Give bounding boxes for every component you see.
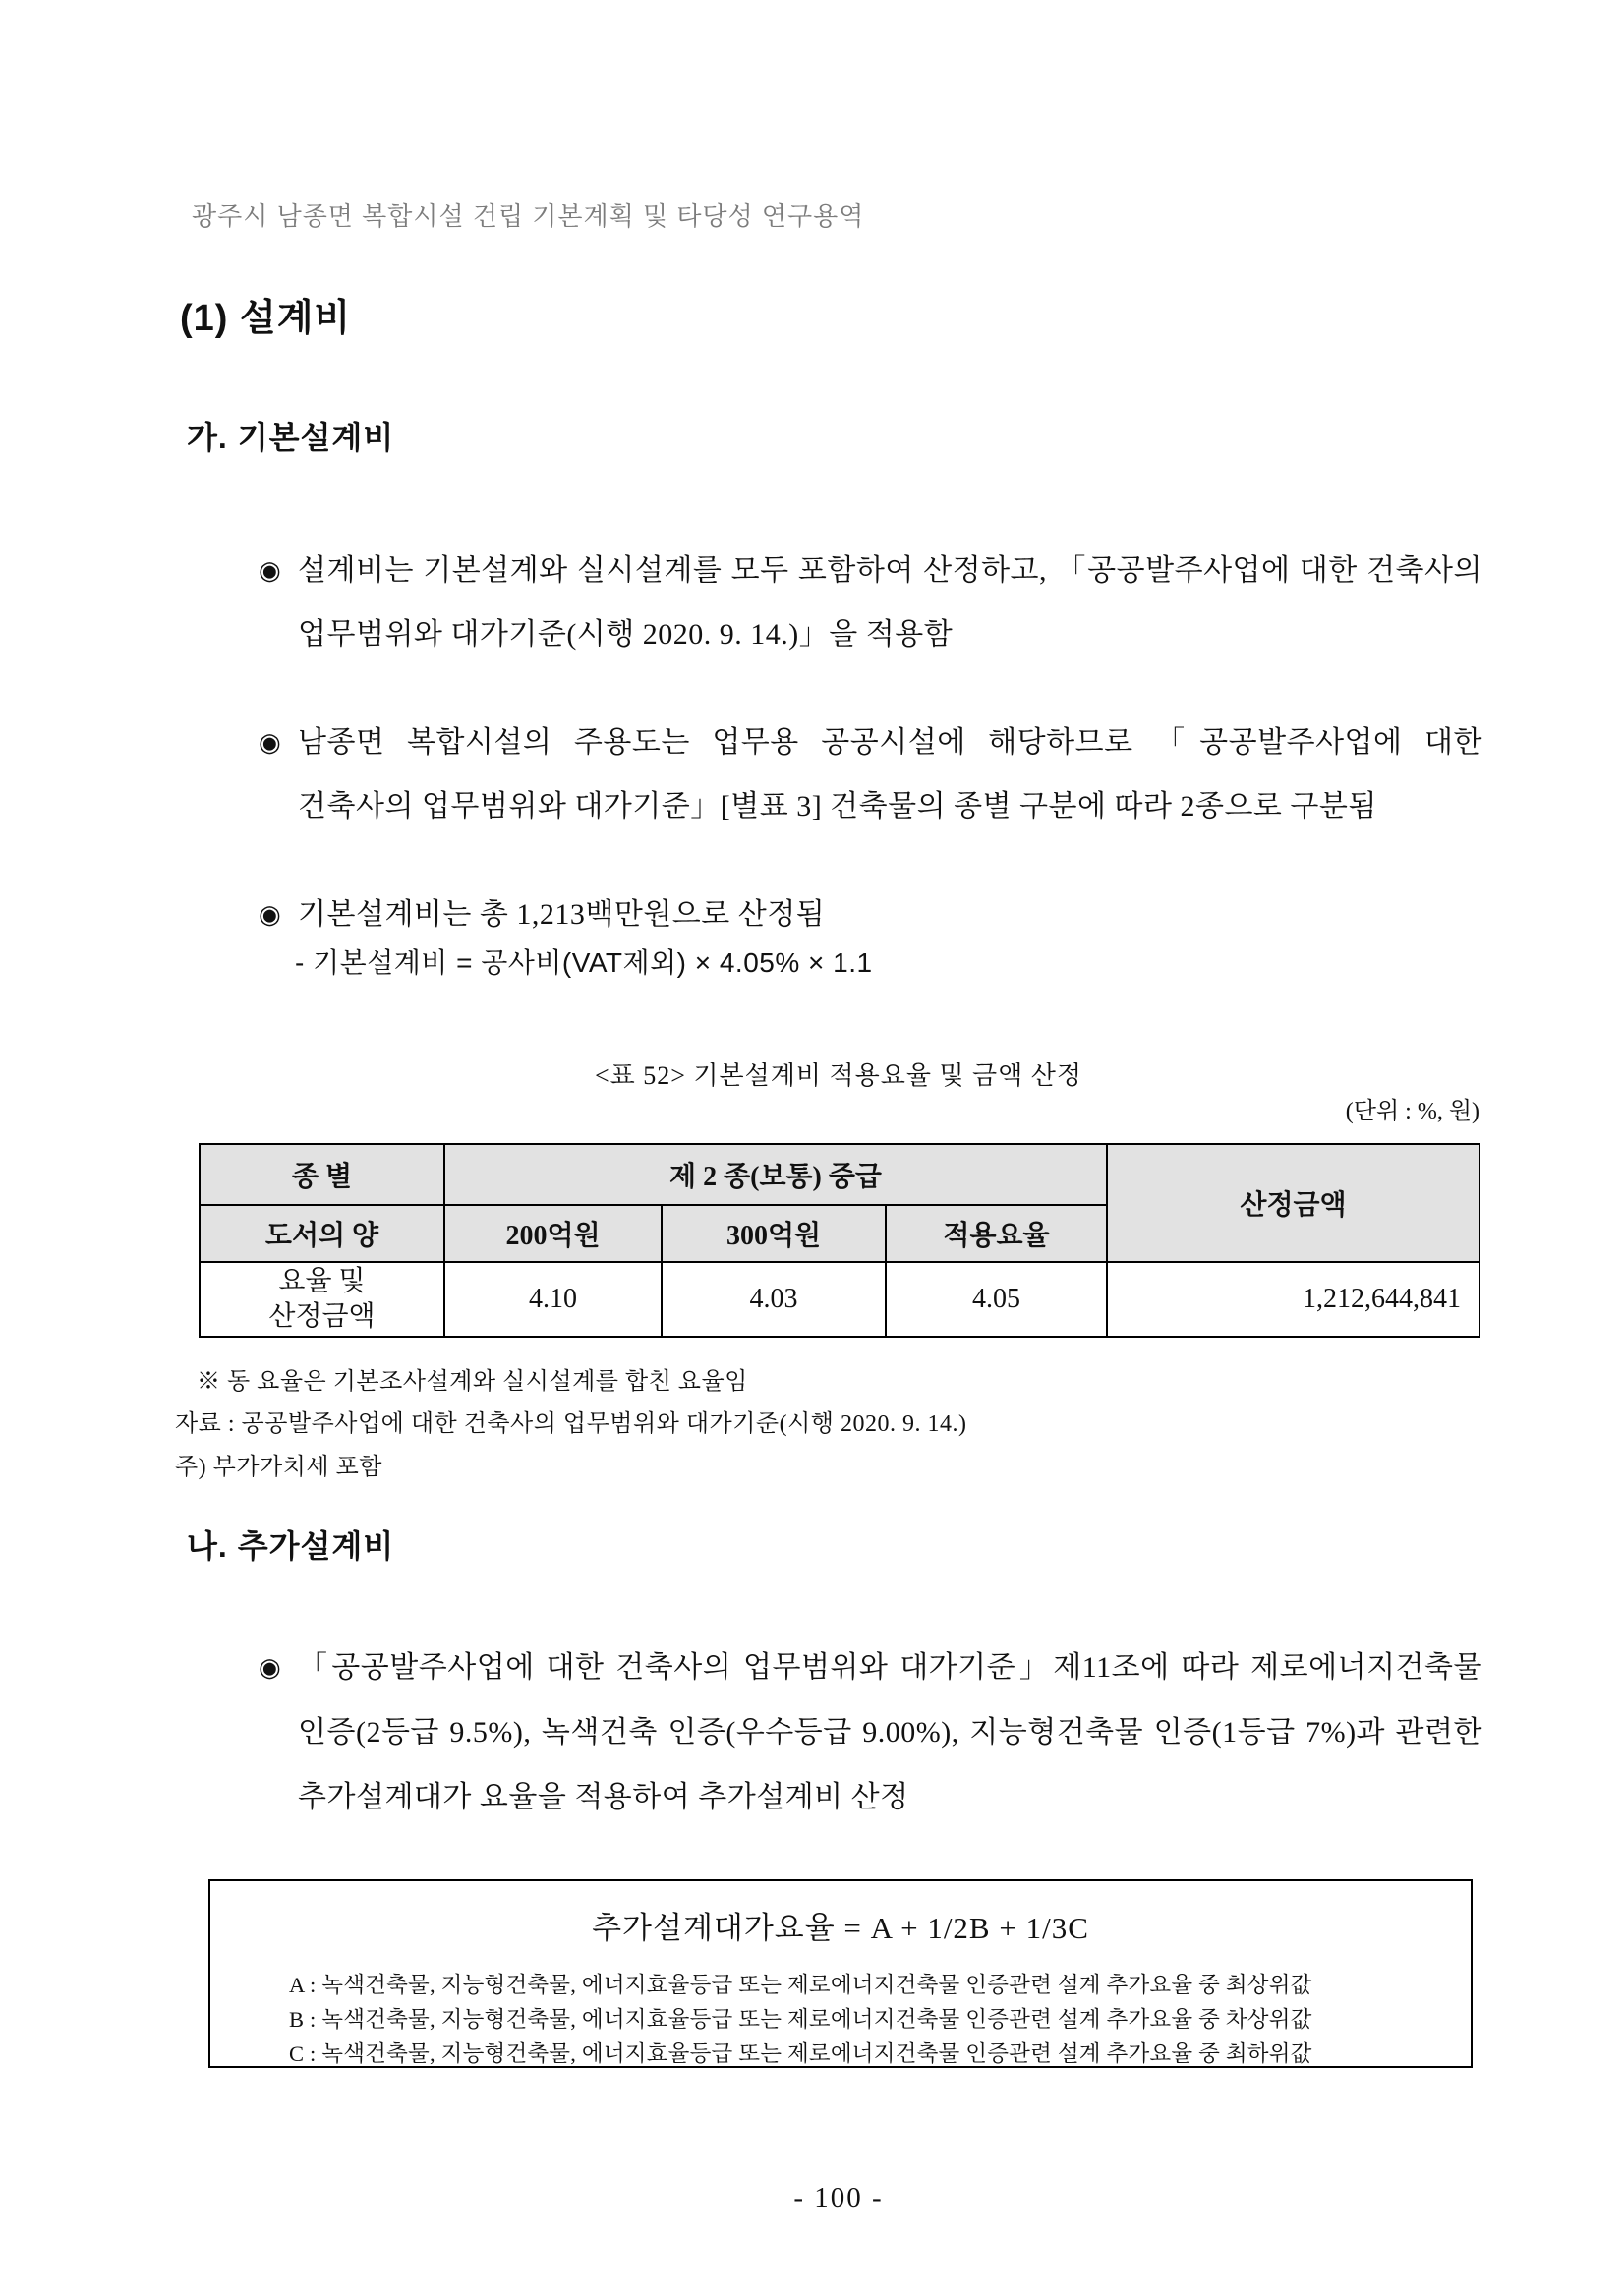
table-caption: <표 52> 기본설계비 적용요율 및 금액 산정 [594, 1062, 1083, 1090]
definition-c: C : 녹색건축물, 지능형건축물, 에너지효율등급 또는 제로에너지건축물 인증관련 설계 추가요율 중 최하위값 [289, 2041, 1312, 2066]
formula-definitions [289, 1968, 1429, 2071]
th-class-group: 제 2 종(보통) 중급 [444, 1144, 1107, 1205]
th-docs: 도서의 양 [200, 1205, 444, 1262]
table-note: ※ 동 요율은 기본조사설계와 실시설계를 합친 요율임 [197, 1369, 748, 1395]
bullet-text: 남종면 복합시설의 주용도는 업무용 공공시설에 해당하므로 「공공발주사업에 대한 건축사의 업무범위와 대가기준」[별표 3] 건축물의 종별 구분에 따라 2종으로 구분됨 [298, 726, 1482, 823]
running-header: 광주시 남종면 복합시설 건립 기본계획 및 타당성 연구용역 [192, 201, 865, 231]
th-200: 200억원 [444, 1205, 662, 1262]
value-300: 4.03 [662, 1262, 886, 1337]
value-amount: 1,212,644,841 [1107, 1262, 1479, 1337]
bullet-item [259, 539, 1482, 666]
subsection-b-title: 나. 추가설계비 [187, 1528, 395, 1564]
bullet-item [259, 883, 1482, 947]
table-unit-label: (단위 : %, 원) [1345, 1099, 1479, 1124]
table-source: 자료 : 공공발주사업에 대한 건축사의 업무범위와 대가기준(시행 2020. 9. 14.) [175, 1411, 967, 1437]
row-label-line2: 산정금액 [268, 1301, 376, 1332]
bullet-icon: ◉ [259, 556, 281, 585]
th-300: 300억원 [662, 1205, 886, 1262]
bullet-item [259, 1636, 1482, 1830]
bullet-icon: ◉ [259, 728, 281, 757]
bullet-text: 설계비는 기본설계와 실시설계를 모두 포함하여 산정하고, 「공공발주사업에 대한 건축사의 업무범위와 대가기준(시행 2020. 9. 14.)」을 적용함 [298, 554, 1482, 651]
table-footnote: 주) 부가가치세 포함 [175, 1455, 382, 1480]
th-rate: 적용요율 [886, 1205, 1107, 1262]
bullet-text: 기본설계비는 총 1,213백만원으로 산정됨 [298, 898, 826, 931]
value-rate: 4.05 [886, 1262, 1107, 1337]
row-label [200, 1262, 444, 1337]
bullet-icon: ◉ [259, 900, 281, 929]
bullet-text: 「공공발주사업에 대한 건축사의 업무범위와 대가기준」제11조에 따라 제로에너지건축물 인증(2등급 9.5%), 녹색건축 인증(우수등급 9.00%), 지능형건축물 인증(1등급 7%)과 관련한 추가설계대가 요율을 적용하여 추가설계비 산정 [298, 1651, 1482, 1813]
section-title: (1) 설계비 [180, 298, 352, 339]
th-category: 종 별 [200, 1144, 444, 1205]
bullet-icon: ◉ [259, 1653, 281, 1682]
value-200: 4.10 [444, 1262, 662, 1337]
bullet-item [259, 711, 1482, 838]
design-fee-table [199, 1143, 1480, 1338]
definition-a: A : 녹색건축물, 지능형건축물, 에너지효율등급 또는 제로에너지건축물 인증관련 설계 추가요율 중 최상위값 [289, 1973, 1312, 1997]
formula-text: 추가설계대가요율 = A + 1/2B + 1/3C [592, 1911, 1089, 1945]
formula-sub-item: - 기본설계비 = 공사비(VAT제외) × 4.05% × 1.1 [295, 947, 873, 978]
formula-box [208, 1879, 1473, 2068]
definition-b: B : 녹색건축물, 지능형건축물, 에너지효율등급 또는 제로에너지건축물 인증관련 설계 추가요율 중 차상위값 [289, 2007, 1312, 2032]
th-amount: 산정금액 [1107, 1144, 1479, 1262]
subsection-a-title: 가. 기본설계비 [187, 420, 395, 455]
row-label-line1: 요율 및 [278, 1266, 366, 1296]
page-number: - 100 - [793, 2182, 884, 2213]
